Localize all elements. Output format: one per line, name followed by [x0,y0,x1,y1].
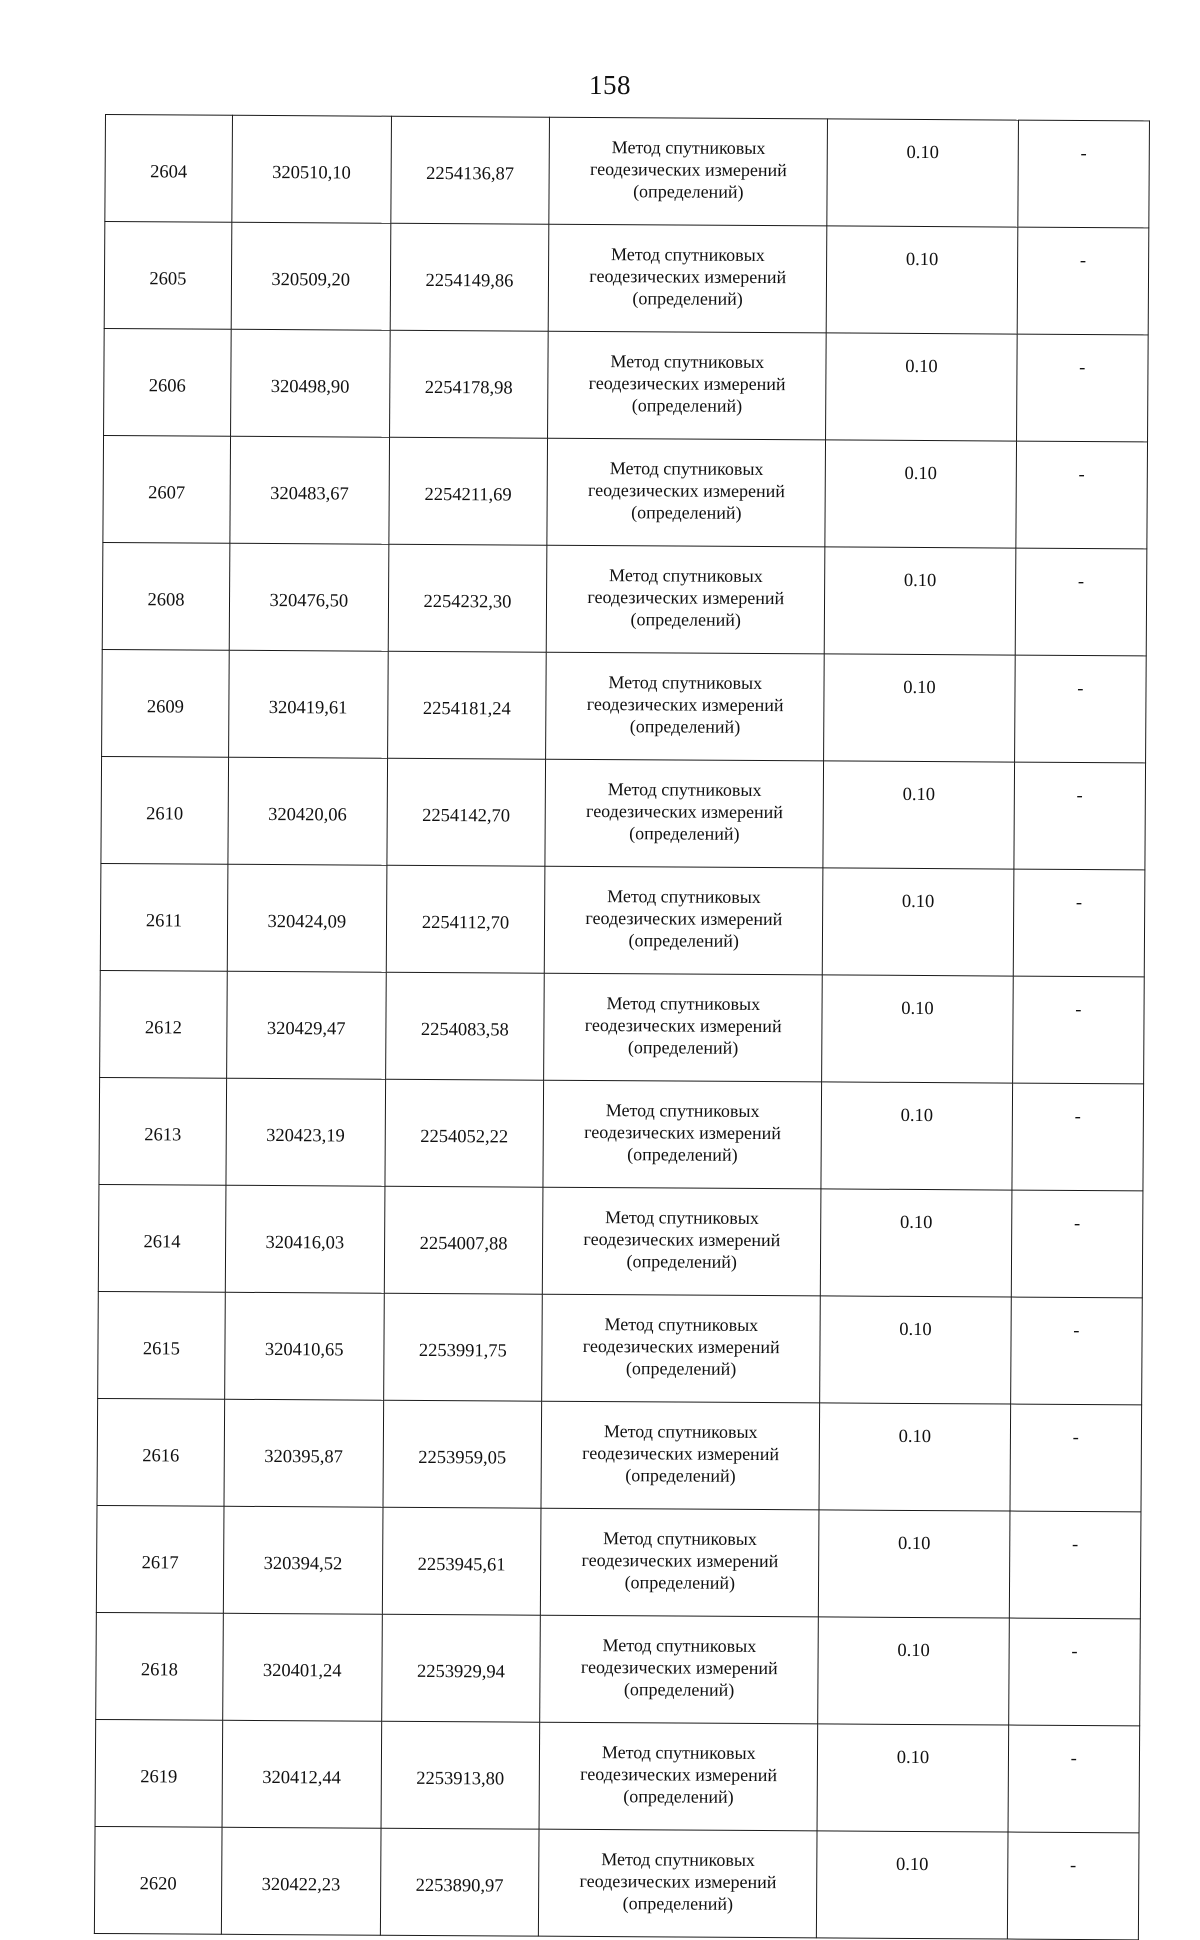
x-coordinate-cell: 320483,67 [230,436,389,544]
y-coordinate-cell: 2253890,97 [380,1828,539,1936]
method-text-line: (определений) [633,181,744,202]
x-coordinate-cell: 320510,10 [232,115,391,223]
extra-cell: - [1017,120,1149,228]
method-text-line: геодезических измерений [580,1763,778,1786]
method-text-line: (определений) [630,609,741,630]
method-text-line: Метод спутниковых [611,137,766,159]
table-row [104,328,1149,441]
method-text-line: Метод спутниковых [601,1849,756,1871]
method-text-line: (определений) [625,1358,737,1379]
method-text-line: Метод спутниковых [607,779,762,801]
method-text-line: геодезических измерений [582,1442,780,1465]
accuracy-cell: 0.10 [825,440,1016,548]
y-coordinate-cell: 2254136,87 [390,116,549,224]
method-text-line: Метод спутниковых [610,351,765,373]
point-number-cell: 2608 [102,542,230,650]
method-cell [547,545,826,654]
method-text-line: геодезических измерений [588,372,786,395]
method-text-line: (определений) [625,1465,736,1486]
method-text-line: геодезических измерений [580,1656,778,1679]
method-text-line: геодезических измерений [584,1014,782,1037]
method-cell [543,1187,822,1296]
method-text-line: Метод спутниковых [605,1100,760,1122]
method-text-line: геодезических измерений [586,693,784,716]
accuracy-cell: 0.10 [826,226,1017,334]
y-coordinate-cell: 2254007,88 [384,1186,543,1294]
method-cell [540,1615,819,1724]
point-number-cell: 2611 [100,863,228,971]
x-coordinate-cell: 320401,24 [223,1613,382,1721]
point-number-cell: 2617 [96,1505,224,1613]
accuracy-cell: 0.10 [821,1082,1012,1190]
extra-cell: - [1015,548,1147,656]
table-row [96,1505,1141,1618]
extra-cell: - [1017,227,1149,335]
accuracy-cell: 0.10 [820,1296,1011,1404]
method-text-line: Метод спутниковых [602,1635,757,1657]
y-coordinate-cell: 2254052,22 [385,1079,544,1187]
method-text-line: геодезических измерений [584,1121,782,1144]
table-row [95,1719,1140,1832]
accuracy-cell: 0.10 [826,333,1017,441]
table-row [103,435,1148,548]
method-text-line: (определений) [627,1037,739,1058]
table-row [100,970,1145,1083]
table-row [98,1291,1143,1404]
method-text-line: Метод спутниковых [603,1421,758,1443]
method-text-line: (определений) [627,1144,738,1165]
method-text-line: геодезических измерений [582,1335,780,1358]
method-cell [545,866,824,975]
x-coordinate-cell: 320416,03 [225,1185,384,1293]
method-text-line: Метод спутниковых [604,1314,759,1336]
method-text-line: (определений) [622,1893,734,1914]
method-text-line: Метод спутниковых [610,244,765,266]
extra-cell: - [1010,1297,1142,1405]
method-cell [539,1829,818,1938]
extra-cell: - [1011,1190,1143,1298]
accuracy-cell: 0.10 [817,1831,1008,1939]
y-coordinate-cell: 2254232,30 [388,544,547,652]
method-text-line: Метод спутниковых [603,1528,757,1550]
accuracy-cell: 0.10 [821,1189,1012,1297]
table-row [102,542,1147,655]
y-coordinate-cell: 2254211,69 [388,437,547,545]
method-cell [541,1508,820,1617]
extra-cell: - [1012,976,1144,1084]
x-coordinate-cell: 320410,65 [225,1292,384,1400]
coordinates-table-body [94,115,1149,1940]
method-text-line: (определений) [624,1572,736,1593]
point-number-cell: 2605 [104,222,232,330]
x-coordinate-cell: 320412,44 [222,1720,381,1828]
method-text-line: Метод спутниковых [609,565,763,587]
point-number-cell: 2618 [96,1612,224,1720]
x-coordinate-cell: 320423,19 [226,1078,385,1186]
y-coordinate-cell: 2253929,94 [381,1614,540,1722]
method-text-line: геодезических измерений [581,1549,779,1572]
y-coordinate-cell: 2253991,75 [383,1293,542,1401]
y-coordinate-cell: 2254178,98 [389,330,548,438]
method-text-line: геодезических измерений [589,158,787,181]
table-row [94,1826,1139,1939]
method-text-line: (определений) [626,1251,738,1272]
method-text-line: Метод спутниковых [601,1742,756,1764]
accuracy-cell: 0.10 [818,1617,1009,1725]
x-coordinate-cell: 320498,90 [230,329,389,437]
method-cell [548,224,827,333]
y-coordinate-cell: 2254142,70 [387,758,546,866]
table-row [101,756,1146,869]
accuracy-cell: 0.10 [819,1510,1010,1618]
method-text-line: геодезических измерений [587,586,785,609]
method-text-line: геодезических измерений [583,1228,781,1251]
accuracy-cell: 0.10 [823,761,1014,869]
x-coordinate-cell: 320429,47 [227,971,386,1079]
accuracy-cell: 0.10 [819,1403,1010,1511]
point-number-cell: 2615 [98,1291,226,1399]
method-text-line: Метод спутниковых [608,672,763,694]
method-cell [546,652,825,761]
table-row [99,1077,1144,1190]
point-number-cell: 2610 [101,756,229,864]
method-text-line: геодезических измерений [586,800,783,823]
method-cell [543,1080,822,1189]
table-row [100,863,1145,976]
method-text-line: (определений) [623,1679,735,1700]
point-number-cell: 2607 [103,435,231,543]
y-coordinate-cell: 2254112,70 [386,865,545,973]
method-cell [544,973,823,1082]
method-text-line: Метод спутниковых [606,993,761,1015]
x-coordinate-cell: 320476,50 [229,543,388,651]
extra-cell: - [1007,1832,1139,1940]
point-number-cell: 2620 [94,1826,222,1934]
extra-cell: - [1013,869,1145,977]
table-row [96,1612,1141,1725]
point-number-cell: 2609 [102,649,230,757]
extra-cell: - [1016,441,1148,549]
method-text-line: геодезических измерений [587,479,785,502]
method-text-line: (определений) [628,930,739,951]
method-cell [549,117,828,226]
point-number-cell: 2612 [100,970,228,1078]
method-cell [547,438,826,547]
point-number-cell: 2619 [95,1719,223,1827]
y-coordinate-cell: 2253913,80 [381,1721,540,1829]
method-text-line: геодезических измерений [585,907,783,930]
x-coordinate-cell: 320420,06 [228,757,387,865]
y-coordinate-cell: 2254181,24 [387,651,546,759]
extra-cell: - [1012,1083,1144,1191]
method-cell [539,1722,818,1831]
method-text-line: (определений) [623,1786,734,1807]
extra-cell: - [1010,1404,1142,1512]
accuracy-cell: 0.10 [817,1724,1008,1832]
method-text-line: (определений) [629,716,741,737]
extra-cell: - [1014,762,1146,870]
x-coordinate-cell: 320419,61 [229,650,388,758]
accuracy-cell: 0.10 [824,654,1015,762]
y-coordinate-cell: 2253945,61 [382,1507,541,1615]
table-row [104,222,1149,335]
point-number-cell: 2613 [99,1077,227,1185]
extra-cell: - [1008,1725,1140,1833]
x-coordinate-cell: 320509,20 [231,222,390,330]
table-row [102,649,1147,762]
table-row [97,1398,1142,1511]
method-text-line: (определений) [631,502,742,523]
point-number-cell: 2604 [105,115,233,223]
method-text-line: (определений) [631,395,743,416]
extra-cell: - [1014,655,1146,763]
method-text-line: геодезических измерений [579,1870,777,1893]
page-number: 158 [589,70,631,100]
x-coordinate-cell: 320424,09 [227,864,386,972]
y-coordinate-cell: 2254083,58 [385,972,544,1080]
method-text-line: Метод спутниковых [607,886,761,908]
method-text-line: геодезических измерений [589,265,787,288]
method-cell [541,1401,820,1510]
accuracy-cell: 0.10 [824,547,1015,655]
y-coordinate-cell: 2254149,86 [390,223,549,331]
method-text-line: (определений) [632,288,743,309]
extra-cell: - [1008,1618,1140,1726]
table-row [98,1184,1143,1297]
method-text-line: Метод спутниковых [609,458,764,480]
extra-cell: - [1016,334,1148,442]
method-text-line: Метод спутниковых [605,1207,759,1229]
extra-cell: - [1009,1511,1141,1619]
point-number-cell: 2616 [97,1398,225,1506]
accuracy-cell: 0.10 [822,975,1013,1083]
table-row [105,115,1150,228]
point-number-cell: 2614 [98,1184,226,1292]
accuracy-cell: 0.10 [822,868,1013,976]
method-cell [545,759,824,868]
x-coordinate-cell: 320394,52 [223,1506,382,1614]
accuracy-cell: 0.10 [827,119,1018,227]
method-cell [542,1294,821,1403]
method-text-line: (определений) [629,823,740,844]
x-coordinate-cell: 320422,23 [221,1827,380,1935]
method-cell [548,331,827,440]
point-number-cell: 2606 [104,328,232,436]
y-coordinate-cell: 2253959,05 [383,1400,542,1508]
coordinates-table [94,114,1150,1940]
x-coordinate-cell: 320395,87 [224,1399,383,1507]
